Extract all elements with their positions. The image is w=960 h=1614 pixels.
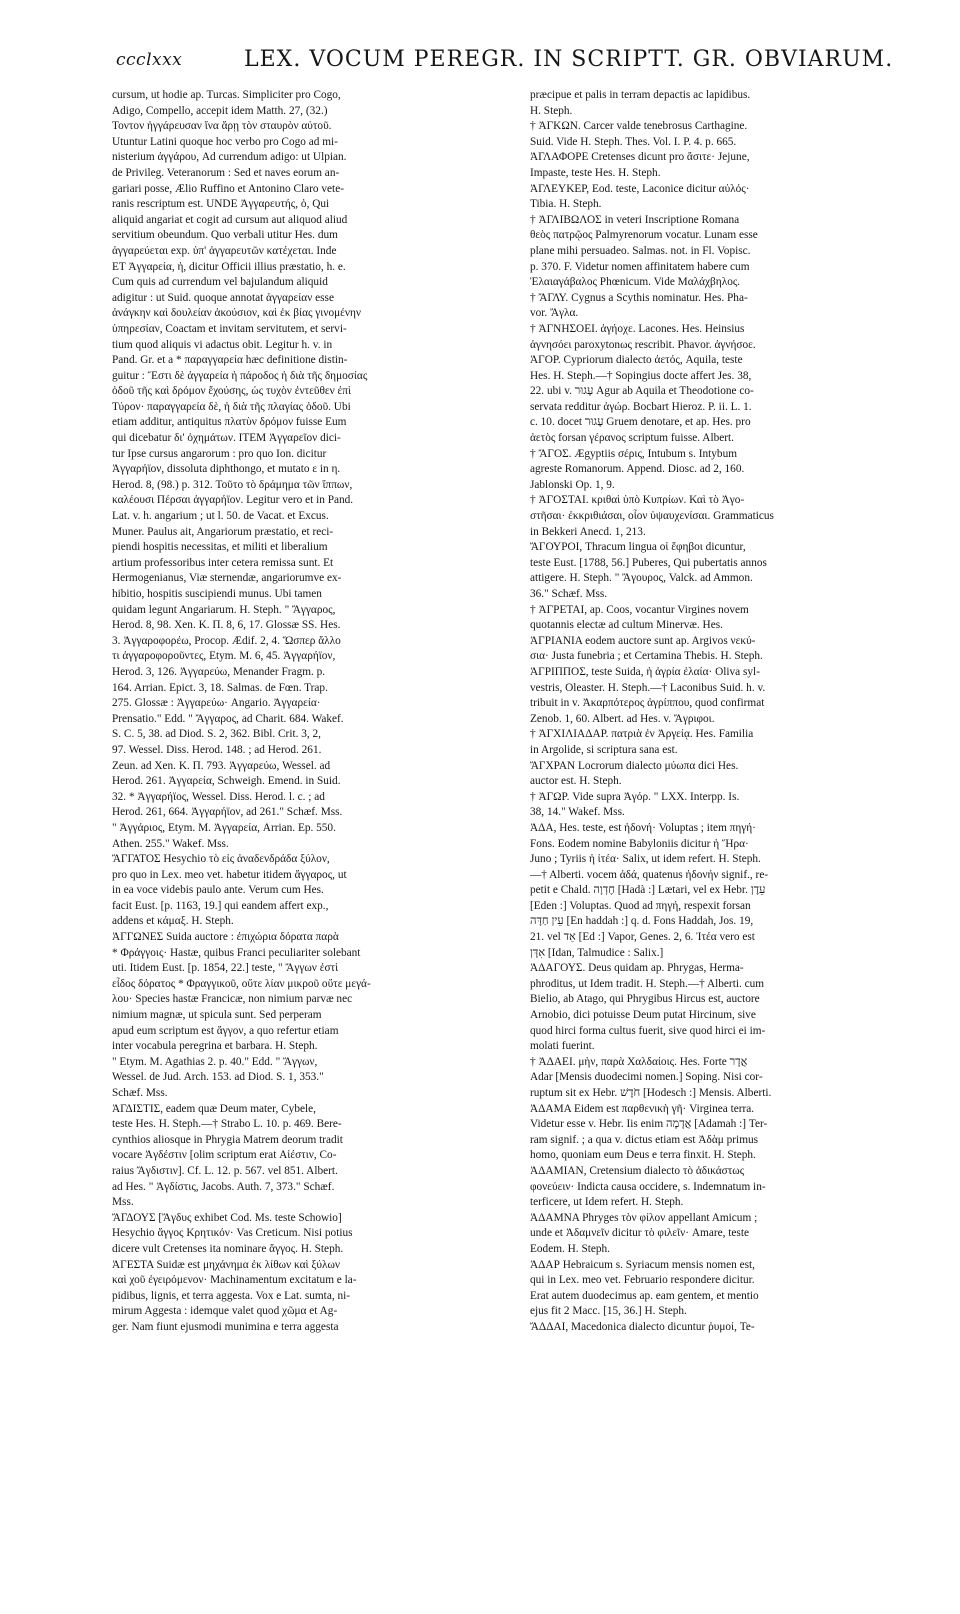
right-column-line: עֵין חַדָּה [En haddah :] q. d. Fons Haddah, Jos. 19, <box>530 915 754 928</box>
right-column-line: Tibia. H. Steph. <box>530 198 602 211</box>
right-column-line: c. 10. docet עָגוּר Gruem denotare, et ap. Hes. pro <box>530 416 751 429</box>
left-column-line: ἈΓΕΣΤΑ Suidæ est μηχάνημα ἐκ λίθων καὶ ξύλων <box>112 1258 341 1271</box>
right-column-line: ejus fit 2 Macc. [15, 36.] H. Steph. <box>530 1305 687 1318</box>
right-column-line: Eodem. H. Steph. <box>530 1242 611 1255</box>
right-column-line: ἈΔΑΜΑ Eidem est παρθενικὴ γῆ· Virginea terra. <box>530 1102 755 1115</box>
right-column-line: † ἈΓΚΩΝ. Carcer valde tenebrosus Carthagine. <box>530 120 748 133</box>
left-column-line: ἌΓΓΑΤΟΣ Hesychio τὸ εἰς ἀναδενδράδα ξύλον, <box>112 853 330 866</box>
left-column-line: Mss. <box>112 1196 134 1209</box>
left-column-line: Muner. Paulus ait, Angariorum præstatio, et reci- <box>112 525 334 538</box>
right-column-line: attigere. H. Steph. " Ἄγουρος, Valck. ad Ammon. <box>530 572 753 585</box>
left-column-line: 3. Ἀγγαροφορέω, Procop. Ædif. 2, 4. Ὥσπερ ἄλλο <box>112 634 341 647</box>
right-column-line: in Bekkeri Anecd. 1, 213. <box>530 525 646 538</box>
left-column-line: S. C. 5, 38. ad Diod. S. 2, 362. Bibl. Crit. 3, 2, <box>112 728 322 741</box>
left-column-line: cynthios aliosque in Phrygia Matrem deorum tradit <box>112 1133 343 1146</box>
left-column-line: Zeun. ad Xen. K. Π. 793. Ἀγγαρεύω, Wessel. ad <box>112 759 331 772</box>
left-column-line: * Φράγγοις· Hastæ, quibus Franci peculiariter solebant <box>112 946 361 959</box>
left-column-line: Schæf. Mss. <box>112 1087 168 1099</box>
left-column-line: pro quo in Lex. meo vet. habetur itidem ἄγγαρος, ut <box>112 868 347 881</box>
right-column-line: unde et Ἀδαμνεῖν dicitur τὸ φιλεῖν· Amare, teste <box>530 1227 749 1240</box>
right-column-line: quod hirci forma cultus fuerit, sive quod hirci ei im- <box>530 1024 766 1037</box>
left-column-line: uti. Itidem Eust. [p. 1854, 22.] teste, " Ἄγγων ἐστὶ <box>112 962 339 975</box>
right-column-line: ram signif. ; a qua v. dictus etiam est Ἀδὰμ primus <box>530 1133 759 1146</box>
left-column-line: etiam additur, antiquitus πλατὺν δρόμον fuisse Eum <box>112 416 347 429</box>
left-column-line: nimium magnæ, ut spicula sunt. Sed perperam <box>112 1009 322 1022</box>
left-column-line: hibitio, hospitis suscipiendi munus. Ubi tamen <box>112 588 322 600</box>
left-column-line: addens et κάμαξ. H. Steph. <box>112 915 234 928</box>
right-column-line: Ἐλαιαγάβαλος Phœnicum. Vide Μαλάχβηλος. <box>530 276 741 289</box>
right-column-line: ἈΓΡΙΠΠΟΣ, teste Suida, ἡ ἀγρία ἐλαία· Oliva syl- <box>530 665 760 678</box>
right-column-line: † ἈΔΑΕΙ. μὴν, παρὰ Χαλδαίοις. Hes. Forte אֲדָר <box>530 1055 748 1068</box>
left-column-line: ἌΓΔΟΥΣ [Ἄγδυς exhibet Cod. Ms. teste Schowio] <box>112 1211 342 1224</box>
page-number: ccclxxx <box>116 50 183 70</box>
right-column-line: ἈΔΑΜΝΑ Phryges τὸν φίλον appellant Amicum ; <box>530 1211 758 1224</box>
right-column-line: homo, quoniam eum Deus e terra finxit. H. Steph. <box>530 1149 756 1162</box>
left-column-line: piendi hospitis necessitas, et militi et liberalium <box>112 541 328 554</box>
left-column-line: adigitur : ut Suid. quoque annotat ἀγγαρείαν esse <box>112 291 334 304</box>
left-column-line: gariari posse, Ælio Ruffino et Antonino Claro vete- <box>112 182 344 195</box>
left-column-line: λου· Species hastæ Francicæ, non nimium parvæ nec <box>112 993 353 1006</box>
left-column-line: cursum, ut hodie ap. Turcas. Simpliciter pro Cogo, <box>112 89 341 101</box>
right-column-line: teste Eust. [1788, 56.] Puberes, Qui pubertatis annos <box>530 556 767 569</box>
right-column-line: Fons. Eodem nomine Babyloniis dicitur ἡ Ἥρα· <box>530 837 749 850</box>
right-column-line: ἈΔΑΜΙΑΝ, Cretensium dialecto τὸ ἀδικάστως <box>530 1164 745 1177</box>
left-column-line: 97. Wessel. Diss. Herod. 148. ; ad Herod. 261. <box>112 743 322 756</box>
left-column-line: raius Ἄγδιστιν]. Cf. L. 12. p. 567. vel 851. Albert. <box>112 1164 338 1177</box>
left-column-line: ET Ἀγγαρεία, ἡ, dicitur Officii illius præstatio, h. e. <box>112 260 346 273</box>
left-column-line: servitium obeundum. Quo verbali utitur Hes. dum <box>112 229 338 242</box>
right-column-line: 38, 14." Wakef. Mss. <box>530 806 625 819</box>
left-column-line: ὁδοῦ τῆς καὶ δρόμον ἔχούσης, ὡς τυχὸν ἐντεῦθεν ἐπὶ <box>112 385 352 398</box>
right-column-line: petit e Chald. חֶדְוָה [Hadà :] Lætari, vel ex Hebr. עֵדֶן <box>530 884 766 897</box>
left-column-line: Herod. 8, 98. Xen. K. Π. 8, 6, 17. Glossæ SS. Hes. <box>112 619 341 632</box>
right-column-line: † ἌΓΛΥ. Cygnus a Scythis nominatur. Hes. Pha- <box>530 291 748 304</box>
right-column-line: † ἈΓΟΣΤΑΙ. κριθαὶ ὑπὸ Κυπρίων. Καὶ τὸ Ἀγο- <box>530 494 745 507</box>
left-column-line: Τύρον· παραγγαρεία δὲ, ἡ διὰ τῆς πλαγίας ὁδοῦ. Ubi <box>112 400 351 413</box>
right-column-line: ruptum sit ex Hebr. חֹדֶשׁ [Hodesch :] Mensis. Alberti. <box>530 1087 772 1099</box>
right-column-line: phroditus, ut Idem tradit. H. Steph.—† Alberti. cum <box>530 977 765 990</box>
right-column-line: † ἈΓΧΙΛΙΑΔΑΡ. πατριὰ ἐν Ἀργείᾳ. Hes. Familia <box>530 728 754 741</box>
left-column-line: tur Ipse cursus angarorum : pro quo Ion. dicitur <box>112 447 327 460</box>
left-column-line: εἶδος δόρατος * Φραγγικοῦ, οὔτε λίαν μικροῦ οὔτε μεγά- <box>112 977 371 990</box>
right-column-line: † ἈΓΛΙΒΩΛΟΣ in veteri Inscriptione Romana <box>530 213 740 226</box>
left-column-line: Utuntur Latini quoque hoc verbo pro Cogo ad mi- <box>112 135 338 148</box>
left-column-line: " Ἀγγάριος, Etym. M. Ἀγγαρεία, Arrian. Ep. 550. <box>112 821 336 834</box>
left-column-line: apud eum scriptum est ἄγγον, a quo refertur etiam <box>112 1024 339 1037</box>
left-column-line: 32. * Ἀγγαρήϊος, Wessel. Diss. Herod. l. c. ; ad <box>112 790 325 803</box>
right-column-line: [Eden :] Voluptas. Quod ad πηγή, respexit forsan <box>530 899 751 912</box>
page-header <box>116 47 936 90</box>
right-column-line: Juno ; Tyriis ἡ ἰτέα· Salix, ut idem refert. H. Steph. <box>530 853 761 866</box>
left-column-line: Adigo, Compello, accepit idem Matth. 27, (32.) <box>112 104 328 117</box>
right-column-line: in Argolide, si scriptura sana est. <box>530 743 678 756</box>
right-column-line: terficere, ut Idem refert. H. Steph. <box>530 1196 684 1209</box>
right-column-line: † ἈΓΡΕΤΑΙ, ap. Coos, vocantur Virgines novem <box>530 603 749 616</box>
running-title: LEX. VOCUM PEREGR. IN SCRIPTT. GR. OBVIARUM. <box>244 47 894 72</box>
left-column-line: nisterium ἀγγάρου, Ad currendum adigo: ut Ulpian. <box>112 151 347 164</box>
left-column-line: dicere vult Cretenses ita nominare ἄγγος. H. Steph. <box>112 1242 344 1255</box>
right-column-line: θεὸς πατρῷος Palmyrenorum vocatur. Lunam esse <box>530 229 758 242</box>
left-column <box>112 88 500 1336</box>
right-column-line: Suid. Vide H. Steph. Thes. Vol. I. P. 4. p. 665. <box>530 135 737 148</box>
left-column-line: Lat. v. h. angarium ; ut l. 50. de Vacat. et Excus. <box>112 510 329 523</box>
left-column-line: Pand. Gr. et a * παραγγαρεία hæc definitione distin- <box>112 354 348 367</box>
left-column-line: Herod. 8, (98.) p. 312. Τοῦτο τὸ δράμημα τῶν ἵππων, <box>112 478 353 491</box>
left-column-line: ἀνάγκην καὶ δουλείαν ἀκούσιον, καὶ ἐκ βίας γινομένην <box>112 307 362 320</box>
right-column-line: Videtur esse v. Hebr. Iis enim אֲדָמָה [Adamah :] Ter- <box>530 1118 768 1131</box>
right-column-line: Jablonski Op. 1, 9. <box>530 478 615 491</box>
right-column-line: ἈΓΡΙΑΝΙΑ eodem auctore sunt ap. Argivos νεκύ- <box>530 634 756 647</box>
right-column-line: agreste Romanorum. Append. Diosc. ad 2, 160. <box>530 463 745 476</box>
right-column-line: tribuit in v. Ἀκαρπότερος ἀγρίππου, quod confirmat <box>530 697 765 710</box>
right-column-line: ἀγνησόει paroxytonως rescribit. Phavor. ἀγνήσοε. <box>530 338 756 351</box>
right-column-line: servata redditur ἀγώρ. Bocbart Hieroz. P. ii. L. 1. <box>530 400 752 413</box>
right-column-line: Arnobio, dici potuisse Deum putat Hircinum, sive <box>530 1009 756 1022</box>
left-column-line: tium quod aliquis vi adactus obit. Legitur h. v. in <box>112 338 333 351</box>
left-column-line: ἈΓΔΙΣΤΙΣ, eadem quæ Deum mater, Cybele, <box>112 1102 316 1115</box>
right-column-line: ἈΓΛΕΥΚΕΡ, Eod. teste, Laconice dicitur αὐλός· <box>530 182 750 195</box>
left-column-line: καὶ χοῦ ἐγειρόμενον· Machinamentum excitatum e la- <box>112 1274 357 1287</box>
left-column-line: qui dicebatur δι' ὀχημάτων. ITEM Ἀγγαρεῖον dici- <box>112 432 341 445</box>
right-column-line: p. 370. F. Videtur nomen affinitatem habere cum <box>530 260 750 273</box>
right-column-line: ἈΔΑΓΟΥΣ. Deus quidam ap. Phrygas, Herma- <box>530 962 744 975</box>
left-column-line: Herod. 3, 126. Ἀγγαρεύω, Menander Fragm. p. <box>112 665 326 678</box>
right-column-line: Zenob. 1, 60. Albert. ad Hes. v. Ἄγριφοι. <box>530 712 715 725</box>
left-column-line: Herod. 261. Ἀγγαρεία, Schweigh. Emend. in Suid. <box>112 775 341 788</box>
right-column-line: † ἈΓΩΡ. Vide supra Ἀγόρ. " LXX. Interpp. Is. <box>530 790 740 803</box>
right-column-line: 21. vel אֵד [Ed :] Vapor, Genes. 2, 6. Ἰτέα vero est <box>530 931 755 944</box>
right-column-line: σια· Justa funebria ; et Certamina Thebis. H. Steph. <box>530 650 763 663</box>
right-column-line: Impaste, teste Hes. H. Steph. <box>530 166 661 179</box>
right-column-line: ἀετὸς forsan γέρανος scriptum fuisse. Albert. <box>530 432 734 445</box>
right-column-line: qui in Lex. meo vet. Februario respondere dicitur. <box>530 1274 755 1287</box>
left-column-line: Hesychio ἄγγος Κρητικόν· Vas Creticum. Nisi potius <box>112 1227 353 1240</box>
right-column-line: —† Alberti. vocem ἀδά, quatenus ἡδονήν signif., re- <box>530 868 769 881</box>
right-column-line: 22. ubi v. עָגוּר Agur ab Aquila et Theodotione co- <box>530 385 754 398</box>
left-column-line: 275. Glossæ : Ἀγγαρεύω· Angario. Ἀγγαρεία· <box>112 697 321 710</box>
right-column-line: 36." Schæf. Mss. <box>530 588 608 600</box>
right-column-line: φονεύειν· Indicta causa occidere, s. Indemnatum in- <box>530 1180 766 1193</box>
right-column-line: Bielio, ab Atago, qui Phrygibus Hircus est, auctore <box>530 993 760 1006</box>
left-column-line: facit Eust. [p. 1163, 19.] qui eandem affert exp., <box>112 899 329 912</box>
left-column-line: ὑπηρεσίαν, Coactam et invitam servitutem, et servi- <box>112 322 347 335</box>
left-column-line: teste Hes. H. Steph.—† Strabo L. 10. p. 469. Bere- <box>112 1118 342 1131</box>
right-column-line: Erat autem duodecimus ap. eam gentem, et mentio <box>530 1289 759 1302</box>
left-column-line: καλέουσι Πέρσαι ἀγγαρήϊον. Legitur vero et in Pand. <box>112 494 354 507</box>
left-column-line: ranis rescriptum est. UNDE Ἀγγαρευτής, ὁ, Qui <box>112 198 330 211</box>
left-column-line: Hermogenianus, Viæ sternendæ, angariorumve ex- <box>112 572 342 585</box>
left-column-line: de Privileg. Veteranorum : Sed et naves eorum an- <box>112 166 340 179</box>
left-column-line: inter vocabula peregrina et barbara. H. Steph. <box>112 1040 318 1053</box>
left-column-line: Athen. 255." Wakef. Mss. <box>112 837 229 850</box>
right-column <box>530 88 918 1336</box>
left-column-line: pidibus, lignis, et terra aggesta. Vox e Lat. sumta, ni- <box>112 1289 351 1302</box>
right-column-line: Adar [Mensis duodecimi nomen.] Soping. Nisi cor- <box>530 1071 763 1084</box>
right-column-line: ἌΔΔΑΙ, Macedonica dialecto dicuntur ῥυμοί, Te- <box>530 1320 755 1333</box>
right-column-line: στῆσαι· ἐκκριθιάσαι, οἷον ὑψαυχενίσαι. Grammaticus <box>530 510 774 523</box>
right-column-line: ἌΓΟΥΡΟΙ, Thracum lingua οἱ ἔφηβοι dicuntur, <box>530 541 746 554</box>
left-column-line: vocare Ἀγδέστιν [olim scriptum erat Αἰέστιν, Co- <box>112 1149 337 1162</box>
right-column-line: H. Steph. <box>530 104 573 117</box>
right-column-line: ἈΔΑΡ Hebraicum s. Syriacum mensis nomen est, <box>530 1258 756 1271</box>
right-column-line: molati fuerint. <box>530 1040 595 1053</box>
left-column-line: mirum Aggesta : idemque valet quod χῶμα et Ag- <box>112 1305 338 1318</box>
right-column-line: quotannis electæ ad cultum Minervæ. Hes. <box>530 619 723 632</box>
left-column-line: quidam legunt Angariarum. H. Steph. " Ἄγγαρος, <box>112 603 336 616</box>
right-column-line: ἈΓΛΑΦΟΡΕ Cretenses dicunt pro ἄσιτε· Jejune, <box>530 151 750 164</box>
right-column-line: auctor est. H. Steph. <box>530 775 622 788</box>
left-column-line: Ἀγγαρήϊον, dissoluta diphthongo, et mutato ε in η. <box>112 463 341 476</box>
left-column-line: Wessel. de Jud. Arch. 153. ad Diod. S. 1, 353." <box>112 1071 324 1084</box>
right-column-line: † ἌΓΟΣ. Ægyptiis σέρις, Intubum s. Intybum <box>530 447 738 460</box>
left-column-line: ger. Nam fiunt ejusmodi munimina e terra aggesta <box>112 1320 339 1333</box>
left-column-line: ad Hes. " Ἀγδίστις, Jacobs. Auth. 7, 373." Schæf. <box>112 1180 335 1193</box>
left-column-line: 164. Arrian. Epict. 3, 18. Salmas. de Fœn. Trap. <box>112 681 328 694</box>
left-column-line: " Etym. M. Agathias 2. p. 40." Edd. " Ἄγγων, <box>112 1055 318 1068</box>
right-column-line: אִדָּן [Idan, Talmudice : Salix.] <box>530 946 664 959</box>
left-column-line: ἈΓΓΩΝΕΣ Suida auctore : ἐπιχώρια δόρατα παρὰ <box>112 931 339 944</box>
left-column-line: Herod. 261, 664. Ἀγγαρήϊον, ad 261." Schæf. Mss. <box>112 806 343 819</box>
right-column-line: ἈΓΟΡ. Cypriorum dialecto ἀετός, Aquila, teste <box>530 354 743 367</box>
right-column-line: præcipue et palis in terram depactis ac lapidibus. <box>530 89 751 101</box>
right-column-line: ἌΓΧΡΑΝ Locrorum dialecto μύωπα dici Hes. <box>530 759 739 772</box>
right-column-line: ἈΔΑ, Hes. teste, est ἡδονή· Voluptas ; item πηγή· <box>530 821 756 834</box>
right-column-line: † ἈΓΝΗΣΟΕΙ. ἁγήοχε. Lacones. Hes. Heinsius <box>530 322 745 335</box>
left-column-line: Prensatio." Edd. " Ἄγγαρος, ad Charit. 684. Wakef. <box>112 712 344 725</box>
left-column-line: Τοντον ἠγγάρευσαν ἵνα ἄρῃ τὸν σταυρὸν αὐτοῦ. <box>112 120 332 133</box>
left-column-line: τι ἀγγαροφοροῦντες, Etym. M. 6, 45. Ἀγγαρήϊον, <box>112 650 336 663</box>
right-column-line: Hes. H. Steph.—† Sopingius docte affert Jes. 38, <box>530 369 752 382</box>
right-column-line: vor. Ἄγλα. <box>530 307 579 320</box>
left-column-line: Cum quis ad currendum vel bajulandum aliquid <box>112 276 328 289</box>
left-column-line: ἀγγαρεύεται exp. ὑπ' ἀγγαρευτῶν κατέχεται. Inde <box>112 244 337 257</box>
right-column-line: vestris, Oleaster. H. Steph.—† Laconibus Suid. h. v. <box>530 681 766 694</box>
left-column-line: in ea voce videbis paulo ante. Verum cum Hes. <box>112 884 324 897</box>
right-column-line: plane mihi persuadeo. Salmas. not. in Fl. Vopisc. <box>530 244 751 257</box>
left-column-line: artium professoribus inter cetera remissa sunt. Et <box>112 556 334 569</box>
left-column-line: aliquid angariat et cogit ad cursum aut aliquod aliud <box>112 213 348 226</box>
left-column-line: guitur : Ἔστι δὲ ἀγγαρεία ἡ πάροδος ἡ διὰ τῆς δημοσίας <box>112 369 368 382</box>
